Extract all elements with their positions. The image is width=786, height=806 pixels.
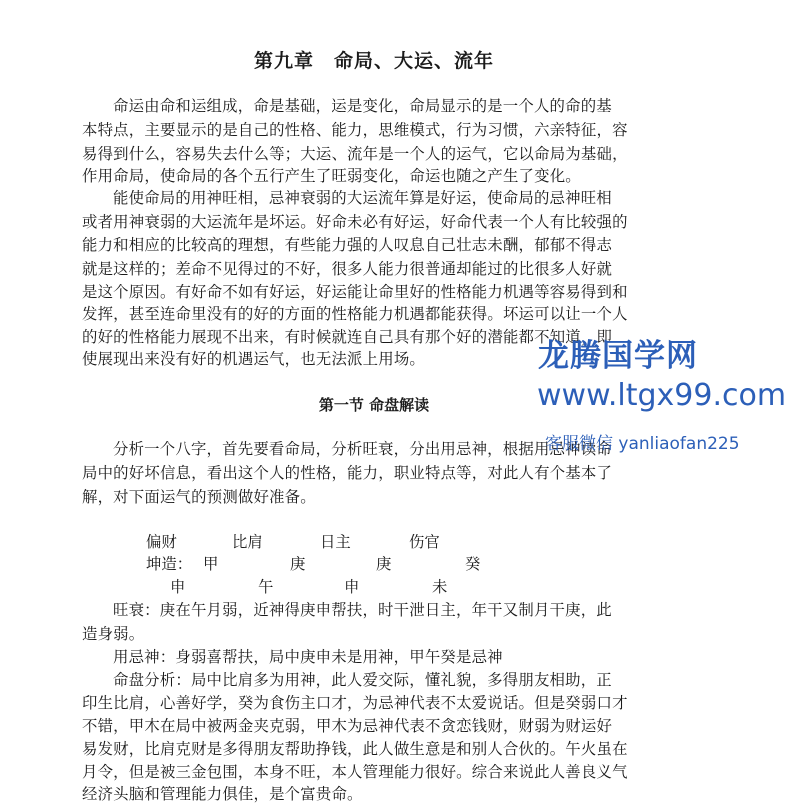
text-line: 局中的好坏信息，看出这个人的性格，能力，职业特点等，对此人有个基本了: [82, 464, 613, 482]
text-line: 就是这样的；差命不见得过的不好，很多人能力很普通却能过的比很多人好就: [82, 260, 613, 278]
text-line: 本特点，主要显示的是自己的性格、能力，思维模式，行为习惯，六亲特征，容: [82, 121, 628, 139]
text-line: 造身弱。: [82, 625, 145, 643]
text-line: 能力和相应的比较高的理想，有些能力强的人叹息自己壮志未酬，郁郁不得志: [82, 236, 613, 254]
ten-god-label: 偏财: [146, 533, 177, 551]
earthly-branch: 申: [170, 578, 186, 596]
text-line: 印生比肩，心善好学，癸为食伤主口才，为忌神代表不太爱说话。但是癸弱口才: [82, 694, 628, 712]
text-line: 易得到什么，容易失去什么等；大运、流年是一个人的运气，它以命局为基础，: [82, 145, 628, 163]
text-line: 分析一个八字，首先要看命局，分析旺衰，分出用忌神，根据用忌神读命: [113, 440, 612, 458]
chart-label: 坤造：: [146, 555, 193, 573]
ten-god-label: 日主: [320, 533, 351, 551]
text-line: 作用命局，使命局的各个五行产生了旺弱变化，命运也随之产生了变化。: [82, 167, 581, 185]
text-line: 使展现出来没有好的机遇运气，也无法派上用场。: [82, 350, 425, 368]
section-title: 第一节 命盘解读: [318, 396, 430, 414]
text-line: 命运由命和运组成，命是基础，运是变化，命局显示的是一个人的命的基: [113, 97, 612, 115]
text-line: 的好的性格能力展现不出来，有时候就连自己具有那个好的潜能都不知道，即: [82, 328, 613, 346]
heavenly-stem: 癸: [465, 555, 481, 573]
earthly-branch: 未: [432, 578, 448, 596]
text-line: 或者用神衰弱的大运流年是坏运。好命未必有好运，好命代表一个人有比较强的: [82, 213, 628, 231]
ten-god-label: 伤官: [409, 533, 440, 551]
text-line: 解，对下面运气的预测做好准备。: [82, 488, 316, 506]
text-line: 不错，甲木在局中被两金夹克弱，甲木为忌神代表不贪恋钱财，财弱为财运好: [82, 717, 613, 735]
text-line: 能使命局的用神旺相，忌神衰弱的大运流年算是好运，使命局的忌神旺相: [113, 189, 612, 207]
earthly-branch: 申: [344, 578, 360, 596]
chapter-title: 第九章 命局、大运、流年: [253, 50, 494, 72]
heavenly-stem: 甲: [203, 555, 219, 573]
text-line: 命盘分析：局中比肩多为用神，此人爱交际，懂礼貌，多得朋友相助，正: [113, 671, 612, 689]
text-line: 经济头脑和管理能力俱佳，是个富贵命。: [82, 785, 363, 803]
ten-god-label: 比肩: [232, 533, 263, 551]
watermark-site-name: 龙腾国学网: [538, 338, 698, 374]
watermark-contact: 客服微信 yanliaofan225: [545, 434, 740, 454]
text-line: 用忌神：身弱喜帮扶，局中庚申未是用神，甲午癸是忌神: [113, 648, 503, 666]
text-line: 月令，但是被三金包围，本身不旺，本人管理能力很好。综合来说此人善良义气: [82, 763, 628, 781]
text-line: 易发财，比肩克财是多得朋友帮助挣钱，此人做生意是和别人合伙的。午火虽在: [82, 740, 628, 758]
text-line: 是这个原因。有好命不如有好运，好运能让命里好的性格能力机遇等容易得到和: [82, 283, 628, 301]
text-line: 旺衰：庚在午月弱，近神得庚申帮扶，时干泄日主，年干又制月干庚，此: [113, 601, 612, 619]
watermark-url: www.ltgx99.com: [537, 378, 786, 413]
heavenly-stem: 庚: [290, 555, 306, 573]
heavenly-stem: 庚: [376, 555, 392, 573]
text-line: 发挥，甚至连命里没有的好的方面的性格能力机遇都能获得。坏运可以让一个人: [82, 305, 628, 323]
earthly-branch: 午: [258, 578, 274, 596]
